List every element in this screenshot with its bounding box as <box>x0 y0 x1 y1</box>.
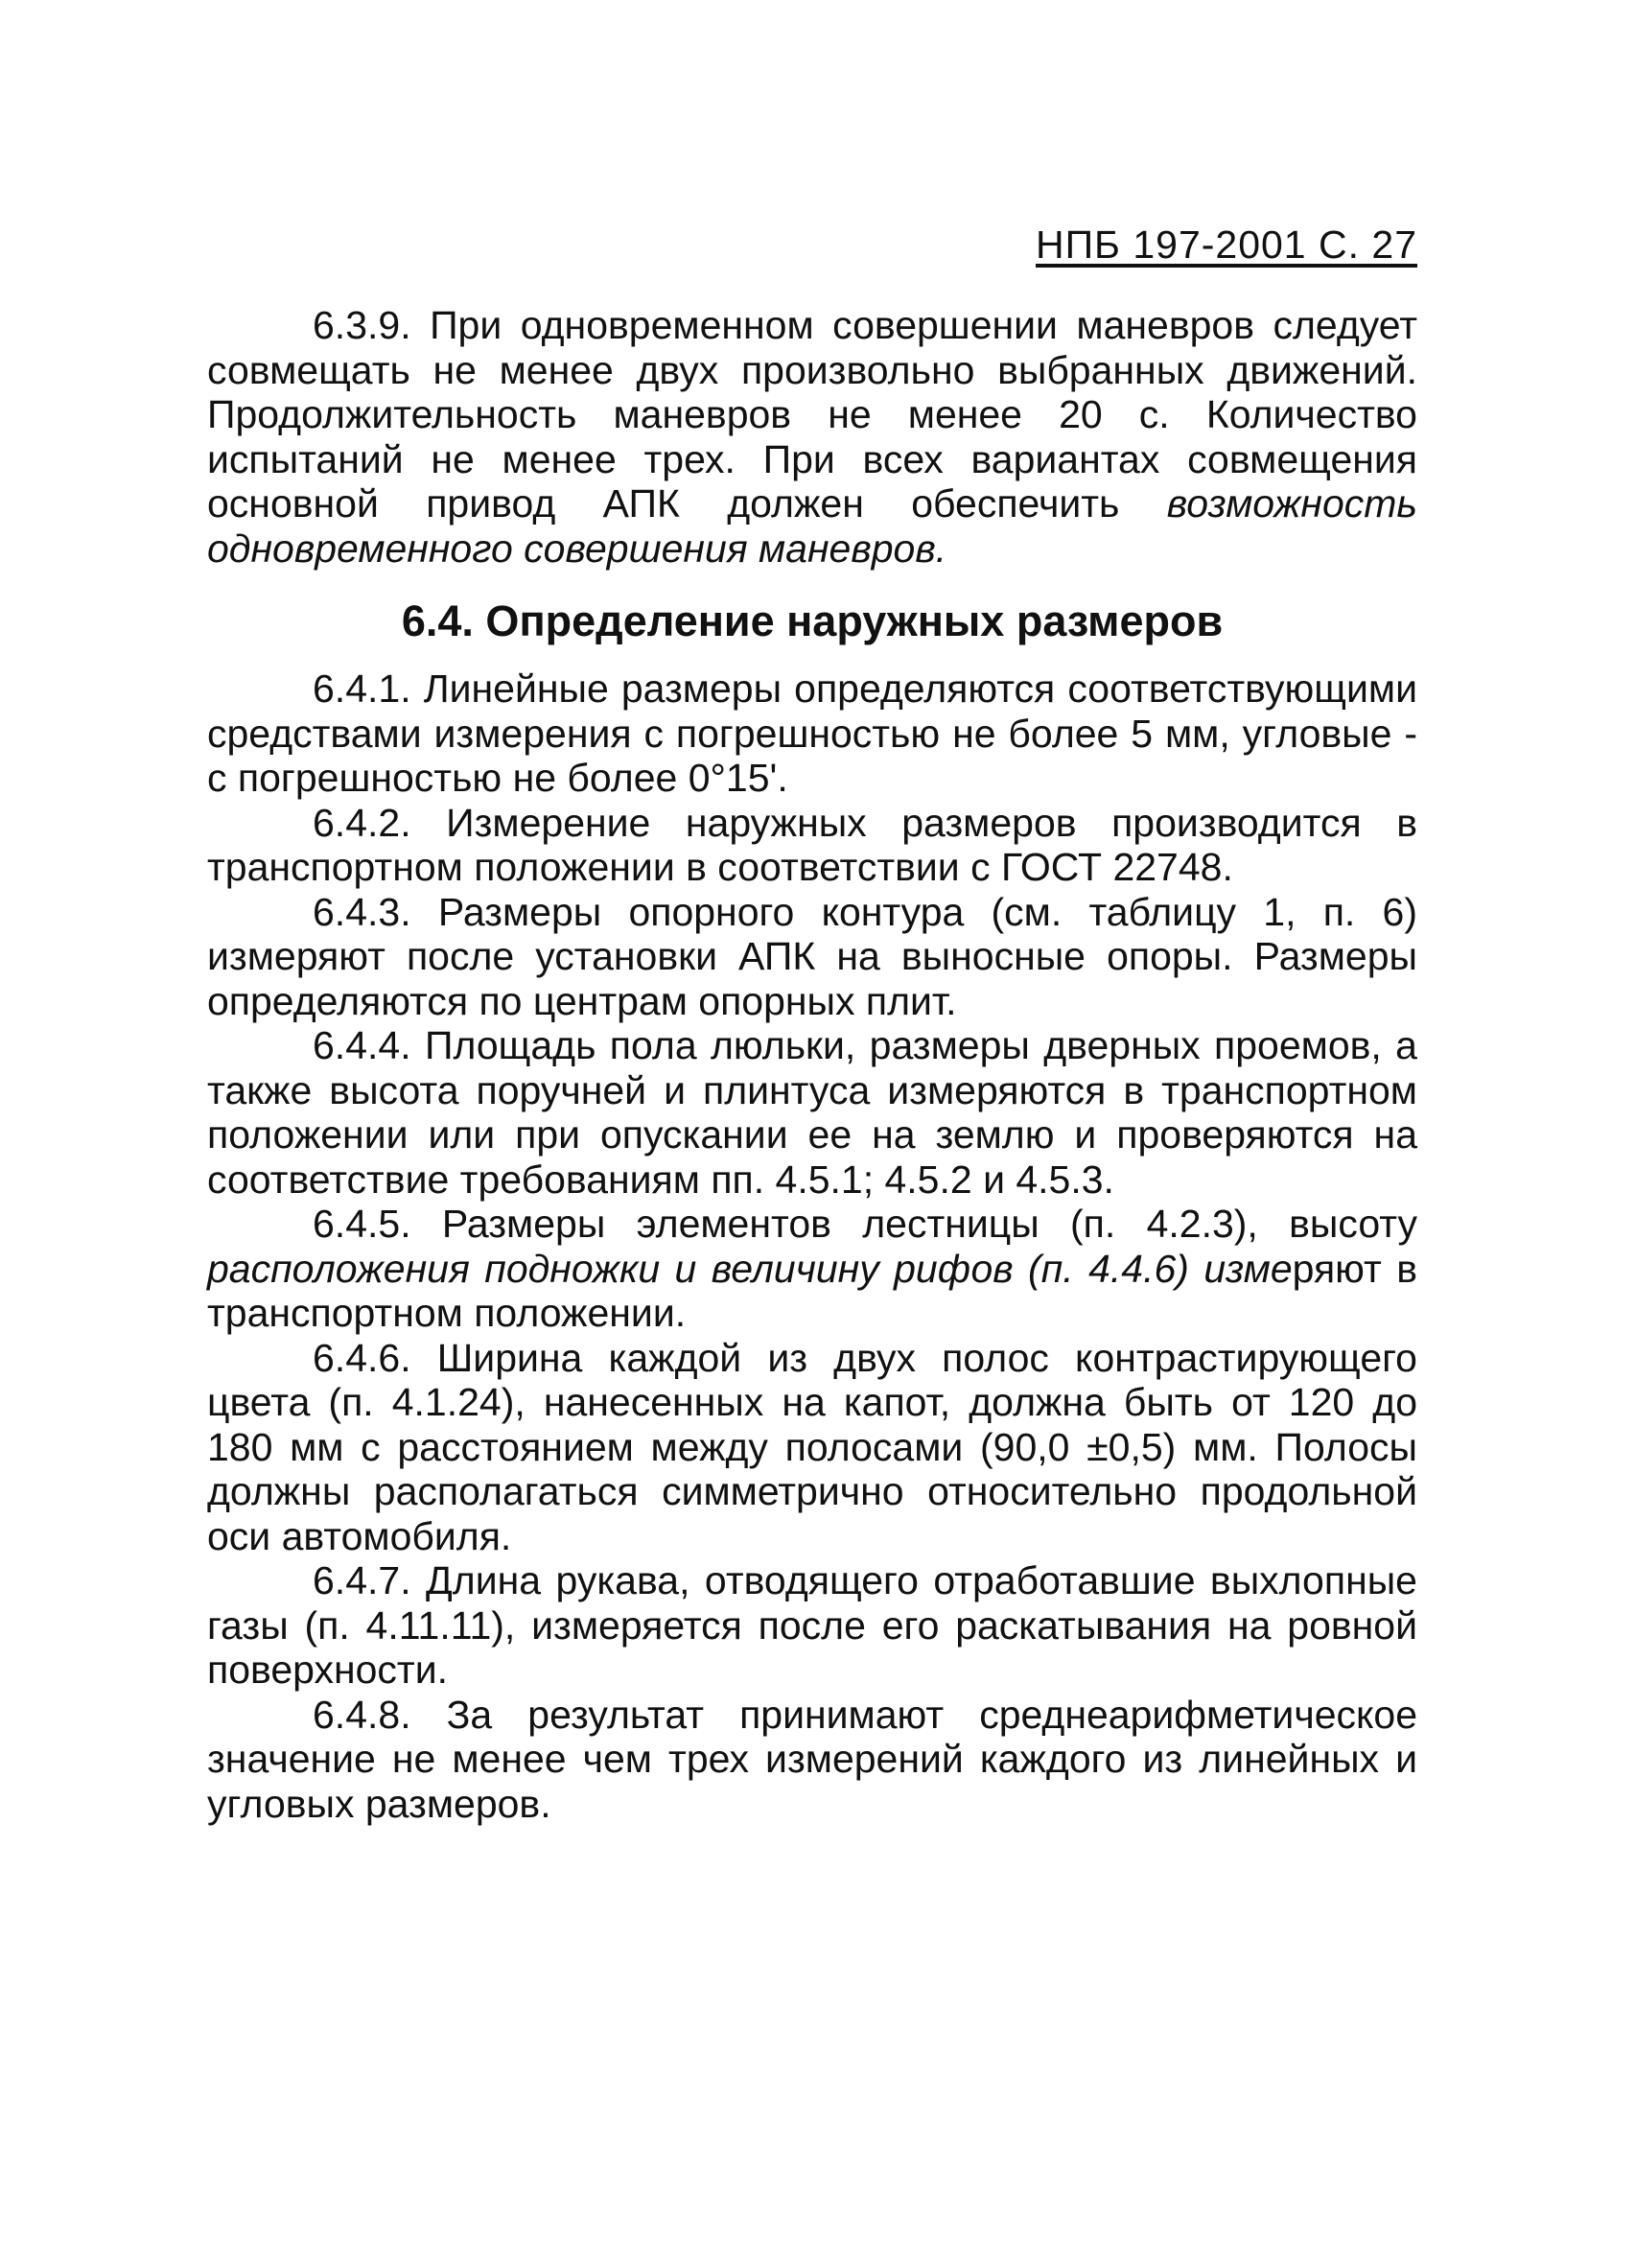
paragraph-text: ряют в транспортном положении. <box>207 1246 1418 1335</box>
paragraph-6-4-2 <box>207 801 1417 890</box>
paragraph-text: При одновременном совершении маневров следует совмещать не менее двух произвольно выбранных движений. Продолжительность маневров не менее 20 с. Количество испытаний не менее трех. При всех вариантах совмещения основной привод АПК должен обеспечить <box>207 303 1417 526</box>
paragraph-6-4-4 <box>207 1023 1417 1202</box>
section-heading: 6.4. Определение наружных размеров <box>401 596 1224 645</box>
paragraph-6-3-9 <box>207 303 1417 571</box>
paragraph-text: Размеры элементов лестницы (п. 4.2.3), высоту <box>441 1202 1417 1246</box>
running-head: НПБ 197-2001 С. 27 <box>1035 222 1417 267</box>
paragraph-text: За результат принимают среднеарифметическое значение не менее чем трех измерений каждого из линейных и угловых размеров. <box>207 1692 1417 1826</box>
paragraph-number: 6.4.1. <box>313 666 411 711</box>
paragraph-6-4-7 <box>207 1558 1417 1693</box>
paragraph-number: 6.4.8. <box>313 1692 411 1737</box>
paragraph-number: 6.3.9. <box>313 303 411 347</box>
paragraph-number: 6.4.4. <box>313 1023 411 1067</box>
paragraph-text: Линейные размеры определяются соответствующими средствами измерения с погрешностью не более 5 мм, угловые - с погрешностью не более 0°15'. <box>207 666 1417 800</box>
paragraph-number: 6.4.2. <box>313 800 411 845</box>
paragraph-text: Ширина каждой из двух полос контрастирующего цвета (п. 4.1.24), нанесенных на капот, должна быть от 120 до 180 мм с расстоянием между полосами (90,0 ±0,5) мм. Полосы должны располагаться симметрично относительно продольной оси автомобиля. <box>207 1335 1417 1558</box>
paragraph-text: Размеры опорного контура (см. таблицу 1, п. 6) измеряют после установки АПК на выносные опоры. Размеры определяются по центрам опорных плит. <box>207 889 1417 1023</box>
paragraph-number: 6.4.3. <box>313 889 411 934</box>
paragraph-text: Площадь пола люльки, размеры дверных проемов, а также высота поручней и плинтуса измеряются в транспортном положении или при опускании ее на землю и проверяются на соответствие требованиям пп. 4.5.1; 4.5.2 и 4.5.3. <box>207 1023 1417 1202</box>
paragraph-6-4-3 <box>207 890 1417 1024</box>
paragraph-number: 6.4.7. <box>313 1558 411 1602</box>
paragraph-text-italic: расположения подножки и величину рифов (п. 4.4.6) изме <box>207 1246 1293 1291</box>
paragraph-6-4-8 <box>207 1693 1417 1827</box>
paragraph-6-4-5 <box>207 1202 1417 1336</box>
paragraph-text-italic: возможность одновременного совершения маневров. <box>207 481 1417 571</box>
paragraph-number: 6.4.5. <box>313 1202 411 1246</box>
paragraph-number: 6.4.6. <box>313 1335 411 1380</box>
paragraph-6-4-6 <box>207 1336 1417 1559</box>
paragraph-text: Измерение наружных размеров производится в транспортном положении в соответствии с ГОСТ 22748. <box>207 800 1417 889</box>
paragraph-6-4-1 <box>207 666 1417 801</box>
paragraph-text: Длина рукава, отводящего отработавшие выхлопные газы (п. 4.11.11), измеряется после его раскатывания на ровной поверхности. <box>207 1558 1417 1692</box>
document-page <box>207 221 1417 1826</box>
